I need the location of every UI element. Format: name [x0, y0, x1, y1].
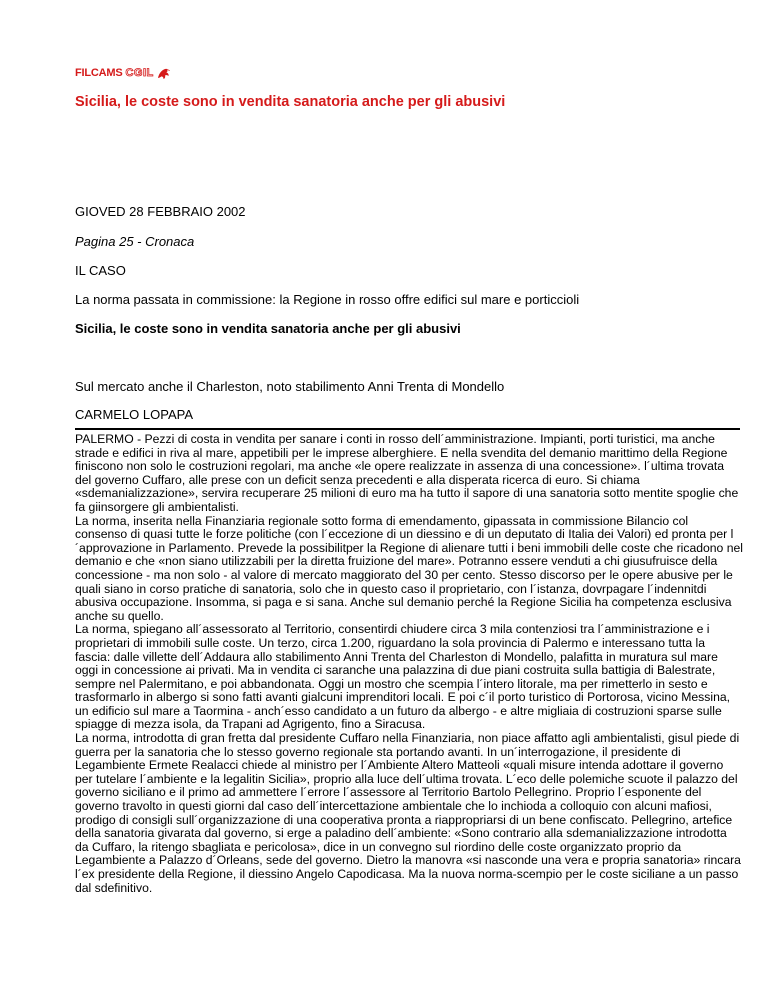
article-body — [75, 433, 743, 895]
article-paragraph: La norma, inserita nella Finanziaria regionale sotto forma di emendamento, gipassata in commissione Bilancio col consenso di quasi tutte le forze politiche (con l´eccezione di un diessino e di un deputato di Italia dei Valori) ed pronta per l´approvazione in Parlamento. Prevede la possibilitper la Regione di alienare tutti i beni immobili delle coste che ricadono nel demanio e che «non siano utilizzabili per la diretta fruizione del mare». Potranno essere venduti a chi giusufruisce della concessione - ma non solo - al valore di mercato maggiorato del 30 per cento. Stesso discorso per le opere abusive per le quali siano in corso pratiche di sanatoria, solo che in questo caso il proprietario, con l´istanza, dovrpagare l´indennitdi abusiva occupazione. Insomma, si paga e si sana. Anche sul demanio perché la Regione Sicilia ha competenza esclusiva anche su quello. — [75, 513, 743, 623]
article-title: Sicilia, le coste sono in vendita sanatoria anche per gli abusivi — [75, 321, 461, 336]
article-author: CARMELO LOPAPA — [75, 407, 193, 422]
article-date: GIOVED 28 FEBBRAIO 2002 — [75, 204, 246, 219]
divider — [75, 428, 740, 430]
article-paragraph: La norma, spiegano all´assessorato al Territorio, consentirdi chiudere circa 3 mila contenziosi tra l´amministrazione e i proprietari di immobili sulle coste. Un terzo, circa 1.200, riguardano la sola provincia di Palermo e interessano tutta la fascia: dalle villette dell´Addaura allo stabilimento Anni Trenta del Charleston di Mondello, palafitta in muratura sul mare oggi in concessione ai privati. Ma in vendita ci saranche una palazzina di due piani costruita sulla battigia di Balestrate, sempre nel Palermitano, e poi abbandonata. Oggi un mostro che scempia l´intero litorale, ma per rimetterlo in sesto e trasformarlo in albergo si sono fatti avanti gialcuni imprenditori locali. E poi c´il porto turistico di Portorosa, vicino Messina, un edificio sul mare a Taormina - anch´esso candidato a un futuro da albergo - e altre migliaia di costruzioni sparse sulle spiagge di mezza isola, da Trapani ad Agrigento, fino a Siracusa. — [75, 622, 731, 732]
article-subtitle: Sul mercato anche il Charleston, noto stabilimento Anni Trenta di Mondello — [75, 379, 505, 394]
article-page: Pagina 25 - Cronaca — [75, 234, 195, 249]
article-kicker: La norma passata in commissione: la Regione in rosso offre edifici sul mare e porticcioli — [75, 292, 580, 307]
article-section: IL CASO — [75, 263, 126, 278]
article-paragraph: PALERMO - Pezzi di costa in vendita per sanare i conti in rosso dell´amministrazione. Impianti, porti turistici, ma anche strade e edifici in riva al mare, appetibili per le imprese alberghiere. E nella svendita del demanio marittimo della Regione finiscono non solo le costruzioni regolari, ma anche «le opere realizzate in assenza di una concessione». l´ultima trovata del governo Cuffaro, alle prese con un deficit senza precedenti e alla disperata ricerca di euro. Si chiama «sdemanializzazione», servira recuperare 25 milioni di euro ma ha tutto il sapore di una sanatoria sotto mentite spoglie che fa giinsorgere gli ambientalisti. — [75, 432, 739, 514]
filcams-cgil-logo[interactable] — [75, 64, 172, 82]
dragon-emblem-icon — [156, 65, 172, 81]
logo-sub-text: CGIL — [125, 67, 154, 79]
page-headline: Sicilia, le coste sono in vendita sanatoria anche per gli abusivi — [75, 94, 506, 110]
logo-text: FILCAMS — [75, 67, 123, 79]
article-paragraph: La norma, introdotta di gran fretta dal presidente Cuffaro nella Finanziaria, non piace affatto agli ambientalisti, gisul piede di guerra per la sanatoria che lo stesso governo regionale sta portando avanti. In un´interrogazione, il presidente di Legambiente Ermete Realacci chiede al ministro per l´Ambiente Altero Matteoli «quali misure intenda adottare il governo per tutelare l´ambiente e la legalitin Sicilia», proprio alla luce dell´ultima trovata. L´eco delle polemiche scuote il palazzo del governo siciliano e il primo ad ammettere l´errore l´assessore al Territorio Bartolo Pellegrino. Proprio l´esponente del governo travolto in questi giorni dal caso dell´intercettazione ambientale che lo inchioda a colloquio con alcuni mafiosi, prodigo di consigli sull´organizzazione di una cooperativa pronta a riappropriarsi di un bene confiscato. Pellegrino, artefice della sanatoria givarata dal governo, si erge a paladino dell´ambiente: «Sono contrario alla sdemanializzazione introdotta da Cuffaro, la ritengo sbagliata e pericolosa», dice in un convegno sul riordino delle coste organizzato proprio da Legambiente a Palazzo d´Orleans, sede del governo. Dietro la manovra «si nasconde una vera e propria sanatoria» rincara l´ex presidente della Regione, il diessino Angelo Capodicasa. Ma la nuova norma-scempio per le coste siciliane a un passo dal sdefinitivo. — [75, 731, 741, 895]
